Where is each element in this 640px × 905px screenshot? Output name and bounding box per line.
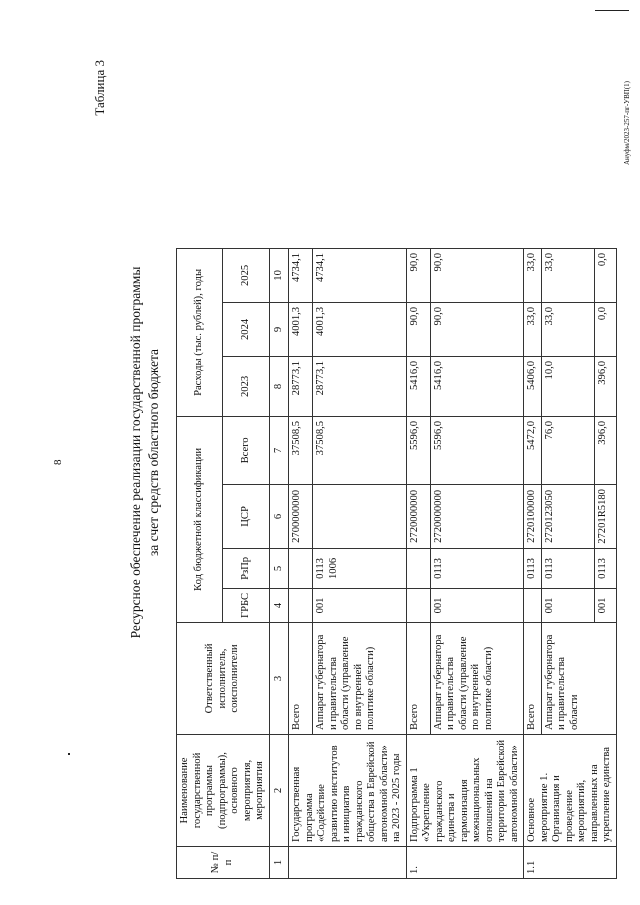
header-grbs: ГРБС [223,588,269,622]
row-executor: Аппарат губернатора и правительства области (управление по внутренней политике области) [430,623,523,735]
row-2025: 90,0 [406,248,430,302]
header-total: Всего [223,416,269,484]
row-rzpr: 0113 [430,548,523,588]
row-grbs: 001 [430,588,523,622]
column-number: 3 [269,623,289,735]
column-number: 4 [269,588,289,622]
row-grbs [289,588,313,622]
row-2024: 4001,3 [289,302,313,356]
row-csr: 2700000000 [289,484,313,548]
row-total: 5472,0 [524,416,542,484]
row-2023: 5416,0 [430,356,523,416]
row-2025: 4734,1 [289,248,313,302]
row-grbs: 001 [541,588,595,622]
row-total: 396,0 [595,416,616,484]
row-total: 5596,0 [430,416,523,484]
row-executor: Всего [524,623,542,735]
row-grbs [524,588,542,622]
column-number: 7 [269,416,289,484]
header-rzpr: РзПр [223,548,269,588]
row-rzpr: 0113 [595,548,616,588]
row-no [289,847,407,879]
row-csr: 2720123050 [541,484,595,548]
row-2024: 33,0 [541,302,595,356]
row-2024: 33,0 [524,302,542,356]
row-total: 5596,0 [406,416,430,484]
row-csr: 2720100000 [524,484,542,548]
row-name: Подпрограмма 1 «Укрепление гражданского единства и гармонизация межнациональных отношений на территории Еврейской автономной области» [406,735,524,847]
row-2023: 28773,1 [313,356,406,416]
row-executor: Всего [406,623,430,735]
row-rzpr: 0113 1006 [313,548,406,588]
header-expenses: Расходы (тыс. рублей), годы [177,248,223,416]
document-subtitle: за счет средств областного бюджета [146,348,161,557]
document-title: Ресурсное обеспечение реализации государственной программы [128,266,143,639]
row-executor: Аппарат губернатора и правительства области [541,623,616,735]
row-grbs: 001 [595,588,616,622]
header-name: Наименование государственной программы (подпрограммы), основного мероприятия, мероприятия [177,735,270,847]
header-2025: 2025 [223,248,269,302]
row-2025: 90,0 [430,248,523,302]
row-2024: 0,0 [595,302,616,356]
column-number: 5 [269,548,289,588]
row-2024: 90,0 [430,302,523,356]
header-executor: Ответственный исполнитель, соисполнители [177,623,270,735]
row-2023: 396,0 [595,356,616,416]
row-2024: 90,0 [406,302,430,356]
row-csr: 2720000000 [406,484,430,548]
column-number: 6 [269,484,289,548]
row-csr: 27201R5180 [595,484,616,548]
row-2025: 33,0 [524,248,542,302]
table-label: Таблица 3 [92,60,107,116]
header-row [177,248,223,878]
header-csr: ЦСР [223,484,269,548]
row-name: Основное мероприятие 1. Организация и проведение мероприятий, направленных на укрепление единства [524,735,617,847]
row-2023: 5406,0 [524,356,542,416]
row-grbs [406,588,430,622]
document-footer-code: Ануфм/2023-257-пг-УВП(1) [623,81,631,165]
header-2024: 2024 [223,302,269,356]
row-name: Государственная программа «Содействие развитию институтов и инициатив гражданского общества в Еврейской автономной области» на 2023 - 2025 годы [289,735,407,847]
row-2023: 5416,0 [406,356,430,416]
row-rzpr [406,548,430,588]
page-number: 8 [52,459,64,465]
row-2023: 10,0 [541,356,595,416]
row-csr [313,484,406,548]
header-2023: 2023 [223,356,269,416]
table-row [289,248,313,878]
row-executor: Аппарат губернатора и правительства области (управление по внутренней политике области) [313,623,406,735]
row-grbs: 001 [313,588,406,622]
row-rzpr [289,548,313,588]
row-2025: 0,0 [595,248,616,302]
row-executor: Всего [289,623,313,735]
column-number: 9 [269,302,289,356]
row-rzpr: 0113 [524,548,542,588]
row-2023: 28773,1 [289,356,313,416]
column-number: 1 [269,847,289,879]
column-number: 8 [269,356,289,416]
row-total: 37508,5 [313,416,406,484]
row-no: 1. [406,847,524,879]
header-no: № п/п [177,847,270,879]
row-2024: 4001,3 [313,302,406,356]
column-number: 2 [269,735,289,847]
row-rzpr: 0113 [541,548,595,588]
row-total: 76,0 [541,416,595,484]
row-csr: 2720000000 [430,484,523,548]
row-2025: 33,0 [541,248,595,302]
table-row [524,248,542,878]
column-number: 10 [269,248,289,302]
table-row [406,248,430,878]
column-number-row [269,248,289,878]
row-2025: 4734,1 [313,248,406,302]
header-budget-code: Код бюджетной классификации [177,416,223,622]
row-total: 37508,5 [289,416,313,484]
resource-table [176,248,617,879]
row-no: 1.1 [524,847,617,879]
